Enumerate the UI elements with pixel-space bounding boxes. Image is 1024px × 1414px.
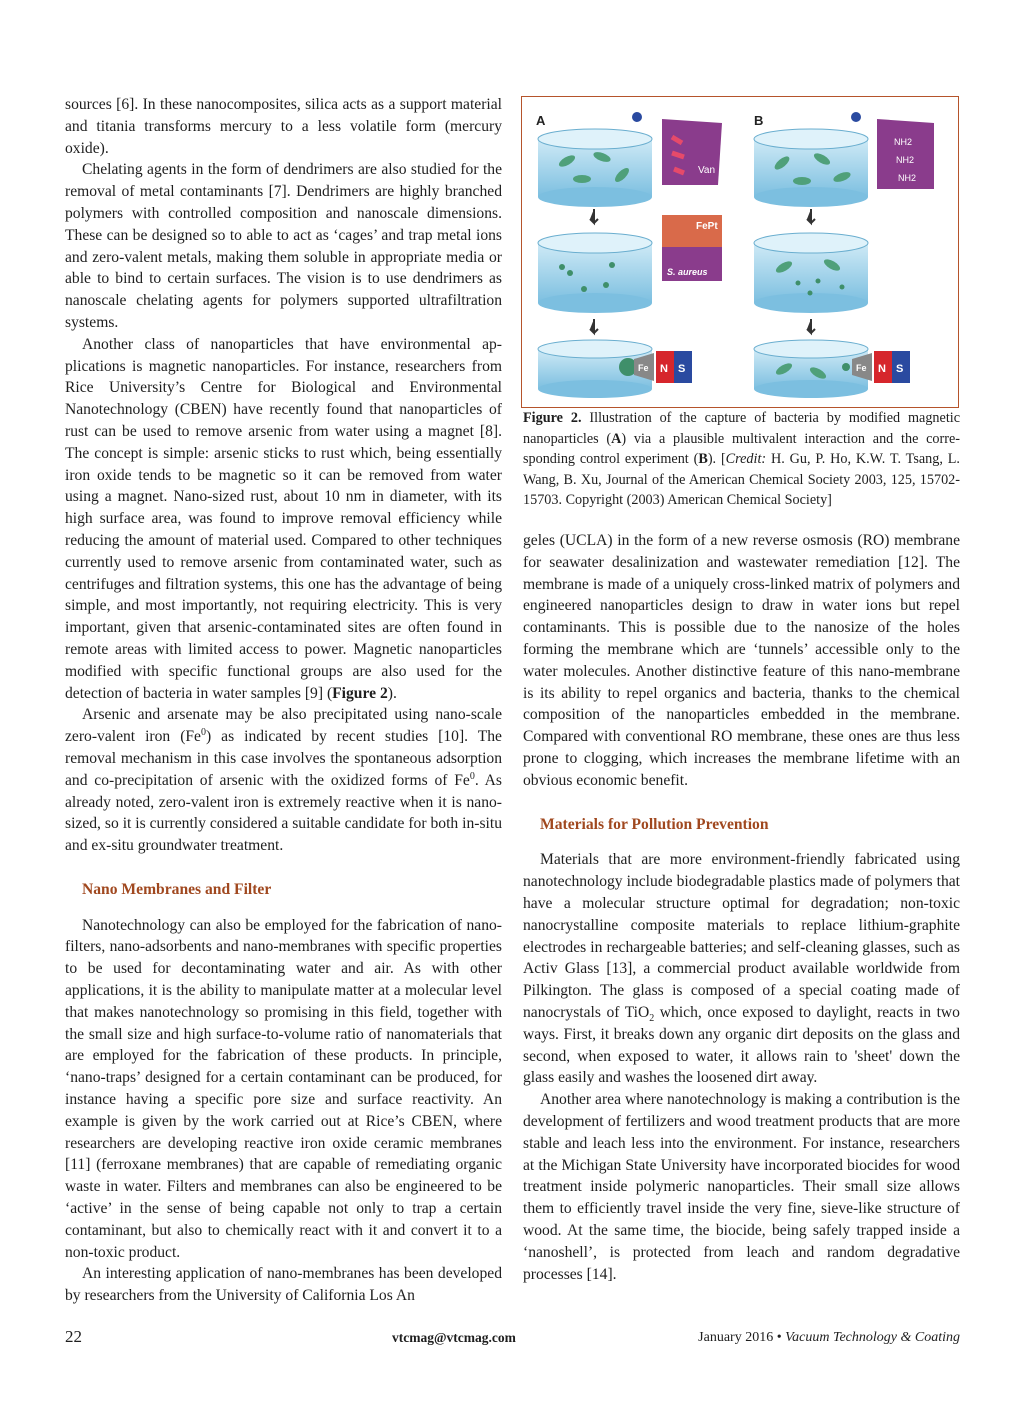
footer-email[interactable]: vtcmag@vtcmag.com xyxy=(392,1330,516,1345)
beaker-a2 xyxy=(538,233,652,313)
paragraph: Another area where nanotechnology is making a contribution is the development of fertilizers and wood treatment products that are more stable and leach less into the environment. For instance, researchers at the Michigan State University have incorporated biocides for wood treatment inside polymeric nanoparticles. Their small size allows them to efficiently travel inside the very fine, sieve-like structure of wood. At the same time, the biocide, being safely trapped inside a ‘nanoshell’, is protected from leach and random degradative processes [14]. xyxy=(523,1091,960,1283)
panel-a-label: A xyxy=(536,113,546,128)
fept-inset xyxy=(662,215,722,281)
s-aureus-label: S. aureus xyxy=(667,267,708,277)
paragraph: Arsenic and arsenate may be also precipitated using nano-scale zero-valent iron (Fe$^0$) as indicated by recent studies [10]. The removal mechanism in this case involves the spontaneous adsorption and co-precipitation of arsenic with the oxidized forms of Fe$^0$. As already noted, zero-valent iron is extremely reactive when it is nano-sized, so it is currently considered a suitable candidate for both in-situ and ex-situ groundwater treatment. xyxy=(65,706,502,855)
figure-2-illustration xyxy=(521,96,959,408)
paragraph: sources [6]. In these nanocomposites, silica acts as a support material and titania transforms mercury to a less volatile form (mercury oxide). xyxy=(65,96,502,157)
svg-text:Fe: Fe xyxy=(638,363,649,373)
beaker-b3 xyxy=(754,340,868,398)
svg-text:S: S xyxy=(678,363,686,375)
svg-text:N: N xyxy=(878,363,886,375)
van-label: Van xyxy=(698,165,716,176)
svg-text:NH2: NH2 xyxy=(898,173,917,183)
page-number: 22 xyxy=(65,1327,82,1346)
caption-label: Figure 2. xyxy=(523,410,582,426)
beaker-b2 xyxy=(754,233,868,313)
svg-text:N: N xyxy=(660,363,668,375)
beaker-b1 xyxy=(754,129,868,207)
panel-b-label: B xyxy=(754,113,764,128)
paragraph: geles (UCLA) in the form of a new reverse osmosis (RO) membrane for seawater desalinization and wastewater remediation [12]. The membrane is made of a uniquely cross-linked matrix of polymers and engineered nanoparticles design to draw in water ions but repel contaminants. This is possible due to the nanosize of the holes forming the membrane which are ‘tunnels’ accessible only to the water molecules. Another distinctive feature of this nano-membrane is its ability to repel organics and bacteria, thanks to the chemical composition of the nanoparticles embedded in the membrane. Compared with conventional RO membrane, these ones are thus less prone to clogging, which increases the membrane lifetime with an obvious economic benefit. xyxy=(523,532,960,789)
svg-text:NH2: NH2 xyxy=(894,137,913,147)
figure-reference[interactable]: Figure 2 xyxy=(332,684,388,702)
right-column xyxy=(523,530,960,1285)
footer-issue: January 2016 • Vacuum Technology & Coating xyxy=(698,1330,960,1345)
figure-graphic xyxy=(522,97,957,406)
fept-label: FePt xyxy=(696,221,718,232)
figure-caption: Figure 2. Illustration of the capture of bacteria by modified magnetic nanoparticles (A) via a plausible multivalent interaction and the corresponding control experiment (B). [Credit: H. Gu, P. Ho, K.W. T. Tsang, L. Wang, B. Xu, Journal of the American Chemical Society 2003, 125, 15702-15703. Copyright (2003) American Chemical Society] xyxy=(523,410,960,508)
paragraph: Materials that are more environment-friendly fabricated using nanotechnology include biodegradable plastics made of polymers that have a molecular structure optimal for degradation; non-toxic nanocrystalline composite materials to replace lithium-graphite electrodes in rechargeable batteries; and self-cleaning glasses, such as Activ Glass [13], a commercial product available worldwide from Pilkington. The glass is composed of a special coating made of nanocrystals of TiO$_2$ which, once exposed to daylight, reacts in two ways. First, it breaks down any organic dirt deposits on the glass and second, when exposed to water, it allows rain to 'sheet' down the glass easily and washes the loosened dirt away. xyxy=(523,851,960,1087)
paragraph: An interesting application of nano-membranes has been developed by researchers from the University of California Los An xyxy=(65,1265,502,1305)
section-heading: Materials for Pollution Prevention xyxy=(540,815,769,833)
svg-text:Fe: Fe xyxy=(856,363,867,373)
section-heading: Nano Membranes and Filter xyxy=(82,880,272,898)
svg-text:S: S xyxy=(896,363,904,375)
paragraph: Nanotechnology can also be employed for the fabrication of nano-filters, nano-adsorbents and nano-membranes with specific properties to be used for decontaminating water and air. As with other applications, it is the ability to manipulate matter at a molecular level that makes nanotechnology so promising in this field, together with the small size and high surface-to-volume ratio of nanomaterials that are employed for the fabrication of these products. In principle, ‘nano-traps’ designed for a certain contaminant can be produced, for instance having a specific pore size and surface reactivity. An example is given by the work carried out at Rice’s CBEN, where researchers are developing reactive iron oxide ceramic membranes [11] (ferroxane membranes) that are capable of remediating organic waste in water. Filters and membranes can also be engineered to be ‘active’ in the sense of being capable not only to trap a certain contaminant, but also to chemically react with it and convert it to a non-toxic product. xyxy=(65,916,502,1261)
paragraph: Chelating agents in the form of dendrimers are also studied for the removal of metal contaminants [7]. Dendrimers are highly branched polymers with controlled composition and nanoscale dimensions. These can be designed so to able to act as ‘cages’ and trap metal ions and zero-valent metals, making them soluble in appropriate media or able to bind to certain surfaces. The vision is to use dendrimers as nanoscale chelating agents for polymers supported ultrafiltration systems. xyxy=(65,161,502,331)
beaker-a1 xyxy=(538,129,652,207)
paragraph: Another class of nanoparticles that have environmental applications is magnetic nanoparticles. For instance, researchers from Rice University’s Centre for Biological and Environmental Nanotechnology (CBEN) have recently found that nanoparticles of rust can be used to remove arsenic from water using a magnet [8]. The concept is simple: arsenic sticks to rust which, being essentially iron oxide tends to be magnetic so it can be removed from water using a magnet. Nano-sized rust, about 10 nm in diameter, with its high surface area, was found to improve removal efficiency while reducing the amount of material used. Compared to other techniques currently used to remove arsenic from contaminated water, such as centrifuges and filtration systems, this one has the advantage of being simple, and most importantly, not requiring electricity. This is very important, given that arsenic-contaminated sites are often found in remote areas with limited access to power. Magnetic nanoparticles modified with specific functional groups are also used for the detection of bacteria in water samples [9] (Figure 2). xyxy=(65,335,502,702)
svg-text:NH2: NH2 xyxy=(896,155,915,165)
left-column xyxy=(65,94,502,1307)
